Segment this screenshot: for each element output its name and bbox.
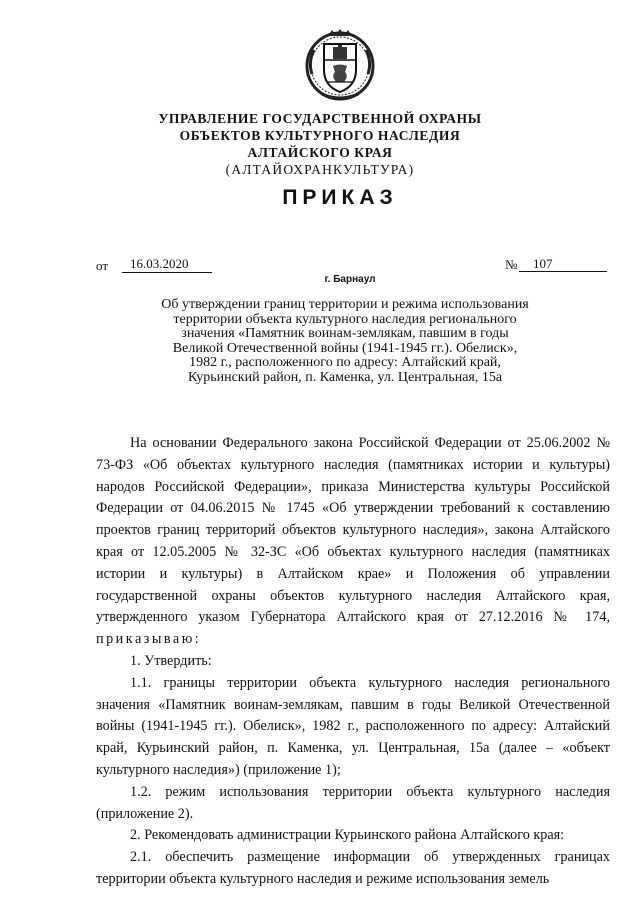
date-label: от — [96, 258, 109, 273]
order-word: приказываю: — [96, 631, 202, 648]
clause-1-1: 1.1. границы территории объекта культурного наследия регионального значения «Памятник воинам-землякам, павшим в годы Великой Отечественной войны (1941-1945 гг.). Обелиск», 1982 г., расположенного по адресу: Алтайский край, Курьинский район, п. Каменка, ул. Центральная, 15а (далее – «объект культурного наследия») (приложение 1); — [96, 674, 610, 778]
organization-name-line-3: АЛТАЙСКОГО КРАЯ — [247, 145, 393, 160]
preamble-text: На основании Федерального закона Российской Федерации от 25.06.2002 № 73-ФЗ «Об объектах культурного наследия (памятниках истории и культуры) народов Российской Федерации», приказа Министерства культуры Российской Федерации от 04.06.2015 № 1745 «Об утверждении требований к составлению проектов границ территорий объектов культурного наследия», закона Алтайского края от 12.05.2005 № 32-ЗС «Об объектах культурного наследия (памятниках истории и культуры) в Алтайском крае» и Положения об управлении государственной охраны объектов культурного наследия Алтайского края, утвержденного указом Губернатора Алтайского края от 27.12.2016 № 174, — [96, 435, 610, 626]
document-body — [96, 433, 610, 891]
subject-line: 1982 г., расположенного по адресу: Алтайский край, — [189, 355, 501, 371]
subject-line: Об утверждении границ территории и режима использования — [161, 297, 529, 312]
clause-1-2: 1.2. режим использования территории объекта культурного наследия (приложение 2). — [96, 783, 610, 822]
clause-1: 1. Утвердить: — [130, 652, 212, 669]
document-title: ПРИКАЗ — [282, 186, 398, 209]
clause-2-1: 2.1. обеспечить размещение информации об утвержденных границах территории объекта культурного наследия и режиме использования земель — [96, 849, 610, 887]
document-subject — [120, 298, 570, 386]
document-date: 16.03.2020 — [122, 256, 212, 273]
organization-name-line-1: УПРАВЛЕНИЕ ГОСУДАРСТВЕННОЙ ОХРАНЫ — [158, 111, 482, 126]
document-number: 107 — [519, 256, 607, 272]
subject-line: значения «Памятник воинам-землякам, павшим в годы — [181, 326, 509, 342]
subject-line: Великой Отечественной войны (1941-1945 гг.). Обелиск», — [172, 340, 518, 356]
subject-line: территории объекта культурного наследия регионального — [173, 311, 517, 327]
subject-line: Курьинский район, п. Каменка, ул. Центральная, 15а — [187, 369, 503, 385]
number-label: № — [505, 257, 518, 272]
organization-short-name: (АЛТАЙОХРАНКУЛЬТУРА) — [225, 162, 415, 177]
coat-of-arms-emblem — [302, 26, 378, 102]
organization-name-line-2: ОБЪЕКТОВ КУЛЬТУРНОГО НАСЛЕДИЯ — [179, 128, 461, 143]
city-name: г. Барнаул — [324, 274, 376, 285]
clause-2: 2. Рекомендовать администрации Курьинского района Алтайского края: — [130, 827, 565, 844]
preamble-paragraph — [96, 433, 610, 651]
